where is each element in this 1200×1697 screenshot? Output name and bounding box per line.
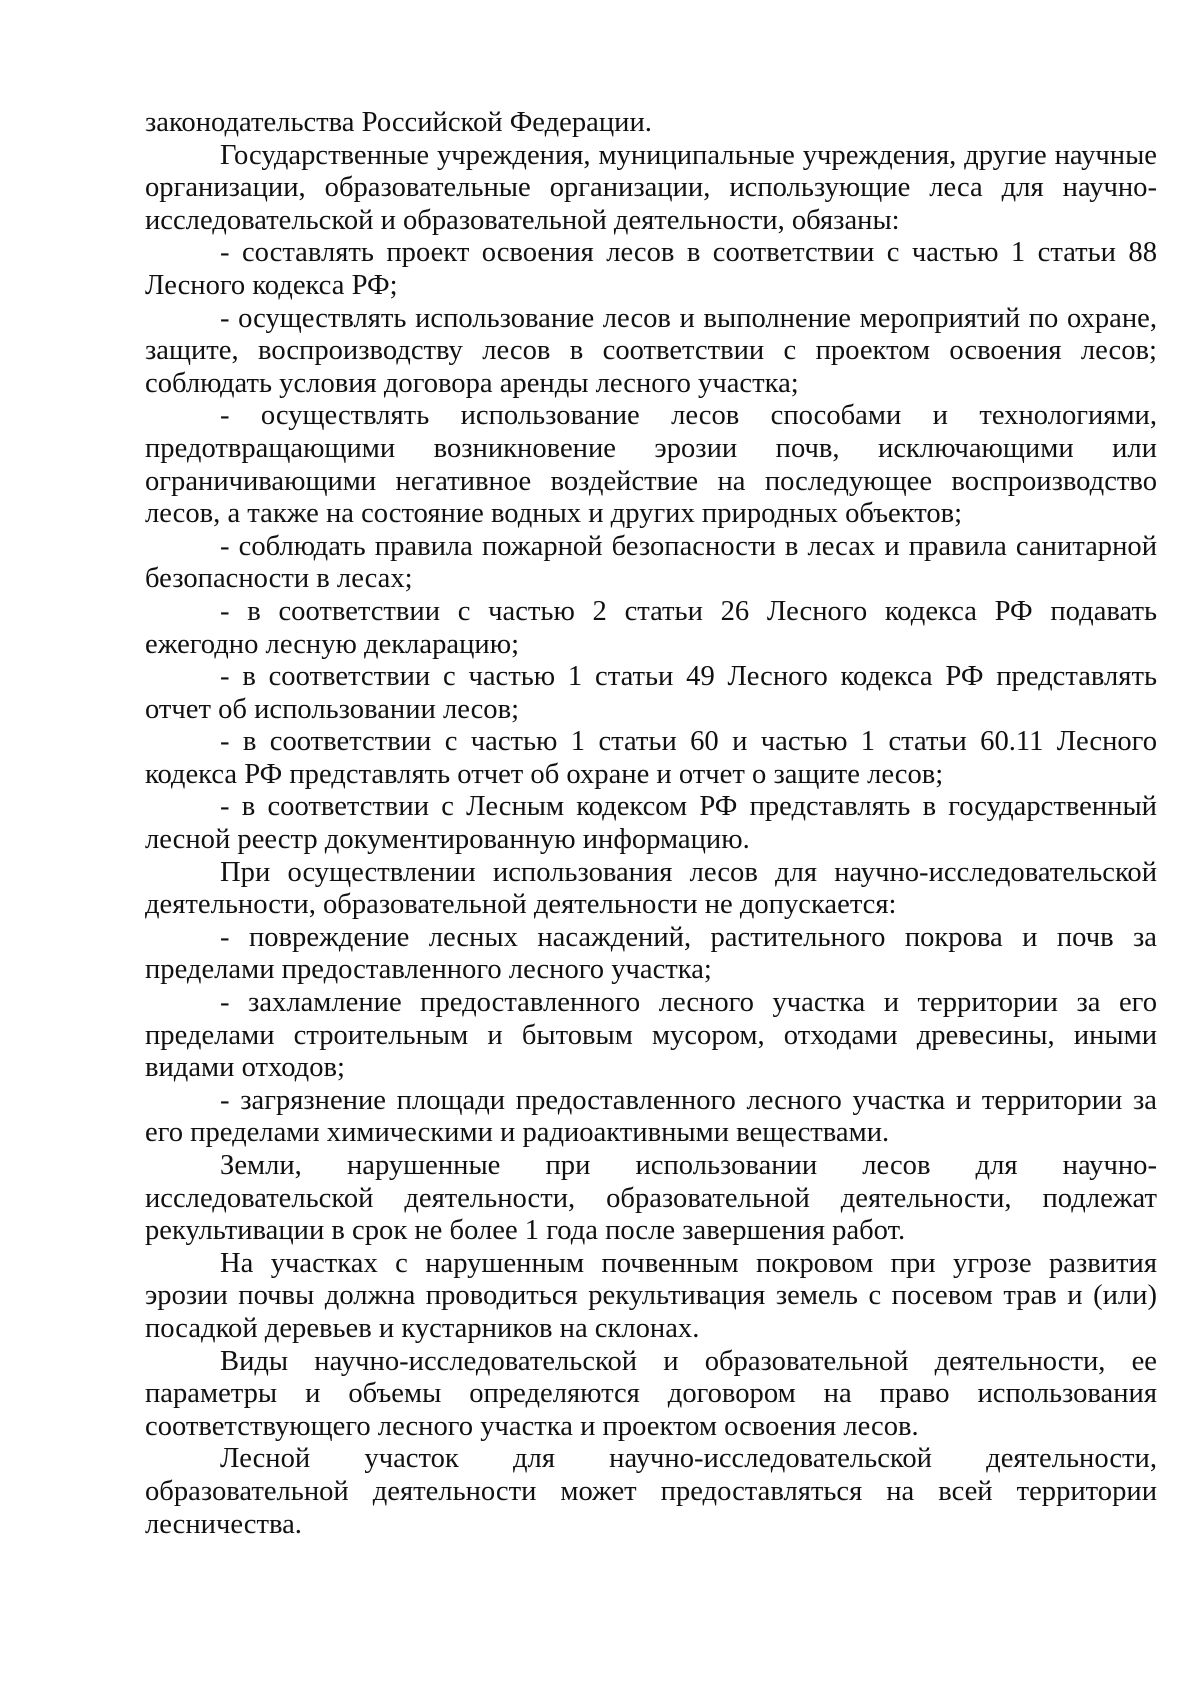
paragraph-continuation: законодательства Российской Федерации.	[145, 107, 652, 138]
list-item-prohibition: - захламление предоставленного лесного участка и территории за его пределами строительным и бытовым мусором, отходами древесины, иными видами отходов;	[145, 987, 1157, 1084]
list-item-obligation: - соблюдать правила пожарной безопасности в лесах и правила санитарной безопасности в лесах;	[145, 530, 1157, 595]
paragraph-reclamation: Земли, нарушенные при использовании лесов для научно-исследовательской деятельности, образовательной деятельности, подлежат рекультивации в срок не более 1 года после завершения работ.	[145, 1150, 1157, 1247]
list-item-obligation: - в соответствии с частью 1 статьи 49 Лесного кодекса РФ представлять отчет об использовании лесов;	[145, 661, 1157, 725]
paragraph-territory: Лесной участок для научно-исследовательской деятельности, образовательной деятельности может предоставляться на всей территории лесничества.	[145, 1443, 1157, 1540]
list-item-obligation: - осуществлять использование лесов и выполнение мероприятий по охране, защите, воспроизводству лесов в соответствии с проектом освоения лесов; соблюдать условия договора аренды лесного участка;	[145, 302, 1157, 399]
list-item-obligation: - в соответствии с частью 2 статьи 26 Лесного кодекса РФ подавать ежегодно лесную декларацию;	[145, 595, 1157, 660]
paragraph-erosion: На участках с нарушенным почвенным покровом при угрозе развития эрозии почвы должна проводиться рекультивация земель с посевом трав и (или) посадкой деревьев и кустарников на склонах.	[145, 1247, 1157, 1344]
list-item-obligation: - составлять проект освоения лесов в соответствии с частью 1 статьи 88 Лесного кодекса РФ;	[145, 237, 1157, 301]
paragraph-obligations-intro: Государственные учреждения, муниципальные учреждения, другие научные организации, образовательные организации, использующие леса для научно-исследовательской и образовательной деятельности, обязаны:	[145, 139, 1157, 236]
list-item-obligation: - в соответствии с Лесным кодексом РФ представлять в государственный лесной реестр документированную информацию.	[145, 791, 1157, 856]
list-item-prohibition: - повреждение лесных насаждений, растительного покрова и почв за пределами предоставленного лесного участка;	[145, 921, 1157, 986]
paragraph-prohibitions-intro: При осуществлении использования лесов для научно-исследовательской деятельности, образовательной деятельности не допускается:	[145, 856, 1157, 921]
list-item-obligation: - в соответствии с частью 1 статьи 60 и частью 1 статьи 60.11 Лесного кодекса РФ представлять отчет об охране и отчет о защите лесов;	[145, 726, 1157, 790]
list-item-prohibition: - загрязнение площади предоставленного лесного участка и территории за его пределами химическими и радиоактивными веществами.	[145, 1084, 1157, 1149]
list-item-obligation: - осуществлять использование лесов способами и технологиями, предотвращающими возникновение эрозии почв, исключающими или ограничивающими негативное воздействие на последующее воспроизводство лесов, а также на состояние водных и других природных объектов;	[145, 400, 1157, 530]
document-page	[145, 107, 1157, 1541]
paragraph-activity-types: Виды научно-исследовательской и образовательной деятельности, ее параметры и объемы определяются договором на право использования соответствующего лесного участка и проектом освоения лесов.	[145, 1345, 1157, 1442]
